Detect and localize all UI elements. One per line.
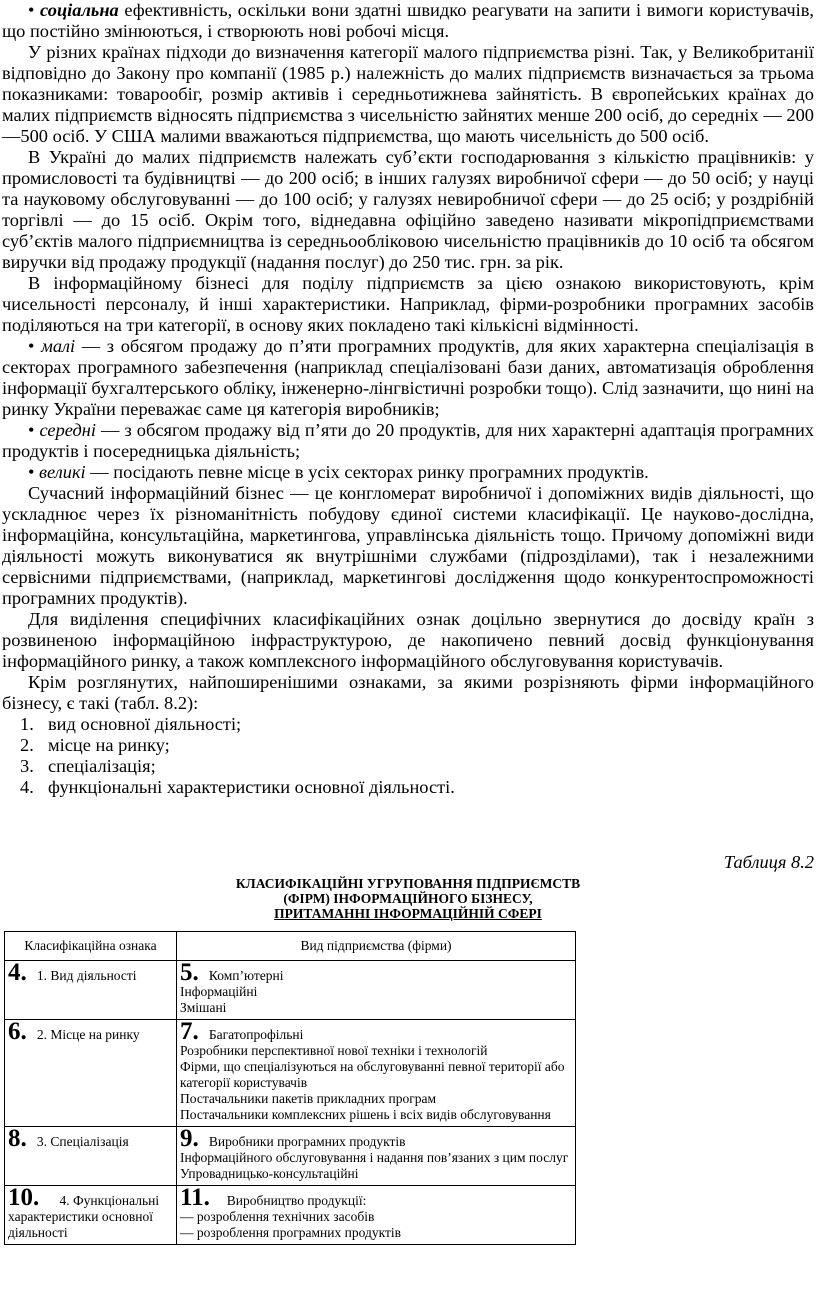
table-row	[5, 1020, 576, 1127]
table-cell-feature: 8. 3. Спеціалізація	[5, 1127, 177, 1186]
paragraph-countries: У різних країнах підходи до визначення категорії малого підприємства різні. Так, у Великобританії відповідно до Закону про компанії (1985 р.) належність до малих підприємств визначається за трьома показниками: товарообіг, розмір активів і середньотижнева зайнятість. В європейських країнах до малих підприємств відносять підприємства з чисельністю зайнятих менше 200 осіб, до середніх — 200—500 осіб. У США малими вважаються підприємства, що мають чисельність до 500 осіб.	[2, 42, 814, 146]
table-cell-types: 9. Виробники програмних продуктів Інформаційного обслуговування і надання пов’язаних з цим послуг Упровадницько-консультаційні	[177, 1127, 576, 1186]
bullet-small	[2, 336, 814, 420]
list-item: 1. вид основної діяльності;	[20, 714, 242, 734]
table-cell-types: 7. Багатопрофільні Розробники перспективної нової техніки і технологій Фірми, що спеціалізуються на обслуговуванні певної території або категорії користувачів Постачальники пакетів прикладних програм Постачальники комплексних рішень і всіх видів обслуговування	[177, 1020, 576, 1127]
paragraph-ukraine: В Україні до малих підприємств належать суб’єкти господарювання з кількістю працівників: у промисловості та будівництві — до 200 осіб; в інших галузях виробничої сфери — до 50 осіб; у науці та науковому обслуговуванні — до 100 осіб; у галузях невиробничої сфери — до 25 осіб; у роздрібній торгівлі — до 15 осіб. Окрім того, віднедавна офіційно заведено називати мікропідприємствами суб’єктів малого підприємництва із середньообліковою чисельністю працівників до 10 осіб та обсягом виручки від продажу продукції (надання послуг) до 250 тис. грн. за рік.	[2, 147, 814, 272]
list-item: 2. місце на ринку;	[20, 735, 170, 755]
bullet-medium	[2, 420, 814, 462]
table-cell-types: 11. Виробництво продукції: — розроблення технічних засобів — розроблення програмних продуктів	[177, 1186, 576, 1245]
term-medium: середні	[39, 420, 97, 440]
list-item: 4. функціональні характеристики основної діяльності.	[20, 777, 455, 797]
paragraph-social	[2, 0, 814, 42]
bullet-dot-icon: •	[28, 336, 42, 356]
classification-table	[4, 931, 576, 1245]
table-cell-feature: 4. 1. Вид діяльності	[5, 961, 177, 1020]
table-title	[0, 876, 816, 921]
paragraph-social-text: ефективність, оскільки вони здатні швидко реагувати на запити і вимоги користувачів, що постійно змінюються, і створюють нові робочі місця.	[2, 0, 814, 41]
table-cell-types: 5. Комп’ютерні Інформаційні Змішані	[177, 961, 576, 1020]
table-row	[5, 1127, 576, 1186]
paragraph-conglomerate: Сучасний інформаційний бізнес — це конгломерат виробничої і допоміжних видів діяльності, що ускладнює через їх різноманітність побудову єдиної системи класифікації. Це науково-дослідна, інформаційна, консультаційна, маркетингова, управлінська діяльність тощо. Причому допоміжні види діяльності можуть виконуватися як внутрішніми службами (підрозділами), так і незалежними сервісними підприємствами, (наприклад, маркетингові дослідження щодо конкурентоспроможності програмних продуктів).	[2, 483, 814, 608]
table-title-line: (ФІРМ) ІНФОРМАЦІЙНОГО БІЗНЕСУ,	[283, 891, 533, 906]
paragraph-info-business: В інформаційному бізнесі для поділу підприємств за цією ознакою використовують, крім чисельності персоналу, й інші характеристики. Наприклад, фірми-розробники програмних засобів поділяються на три категорії, в основу яких покладено такі кількісні відмінності.	[2, 273, 814, 335]
header-classification-feature: Класифікаційна ознака	[5, 932, 177, 961]
bullet-large	[2, 462, 814, 483]
table-caption: Таблиця 8.2	[723, 852, 814, 872]
bullet-small-text: — з обсягом продажу до п’яти програмних продуктів, для яких характерна спеціалізація в секторах програмного забезпечення (наприклад спеціалізовані бази даних, автоматизація оброблення інформації бухгалтерського обліку, інженерно-лінгвістичні розробки тощо). Слід зазначити, що нині на ринку України переважає саме ця категорія виробників;	[2, 336, 814, 419]
body-text	[2, 0, 814, 798]
table-title-line: КЛАСИФІКАЦІЙНІ УГРУПОВАННЯ ПІДПРИЄМСТВ	[235, 876, 581, 891]
table-row	[5, 1186, 576, 1245]
bullet-large-text: — посідають певне місце в усіх секторах ринку програмних продуктів.	[85, 462, 649, 482]
table-cell-feature: 10. 4. Функціональні характеристики основної діяльності	[5, 1186, 177, 1245]
table-cell-feature: 6. 2. Місце на ринку	[5, 1020, 177, 1127]
table-title-line: ПРИТАМАННІ ІНФОРМАЦІЙНІЙ СФЕРІ	[274, 906, 542, 921]
table-header-row	[5, 932, 576, 961]
bullet-medium-text: — з обсягом продажу від п’яти до 20 продуктів, для них характерні адаптація програмних продуктів і посередницька діяльність;	[2, 420, 814, 461]
paragraph-features: Крім розглянутих, найпоширенішими ознаками, за якими розрізняють фірми інформаційного бізнесу, є такі (табл. 8.2):	[2, 672, 814, 713]
paragraph-experience: Для виділення специфічних класифікаційних ознак доцільно звернутися до досвіду країн з розвиненою інформаційною інфраструктурою, де накопичено певний досвід функціонування інформаційного ринку, а також комплексного інформаційного обслуговування користувачів.	[2, 609, 814, 671]
list-item: 3. спеціалізація;	[20, 756, 156, 776]
bullet-dot-icon: •	[28, 462, 40, 482]
bullet-dot-icon: •	[28, 0, 41, 20]
term-social: соціальна	[40, 0, 119, 20]
term-small: малі	[41, 336, 76, 356]
bullet-dot-icon: •	[28, 420, 40, 440]
header-enterprise-type: Вид підприємства (фірми)	[177, 932, 576, 961]
term-large: великі	[39, 462, 86, 482]
table-row	[5, 961, 576, 1020]
features-list	[2, 714, 814, 798]
